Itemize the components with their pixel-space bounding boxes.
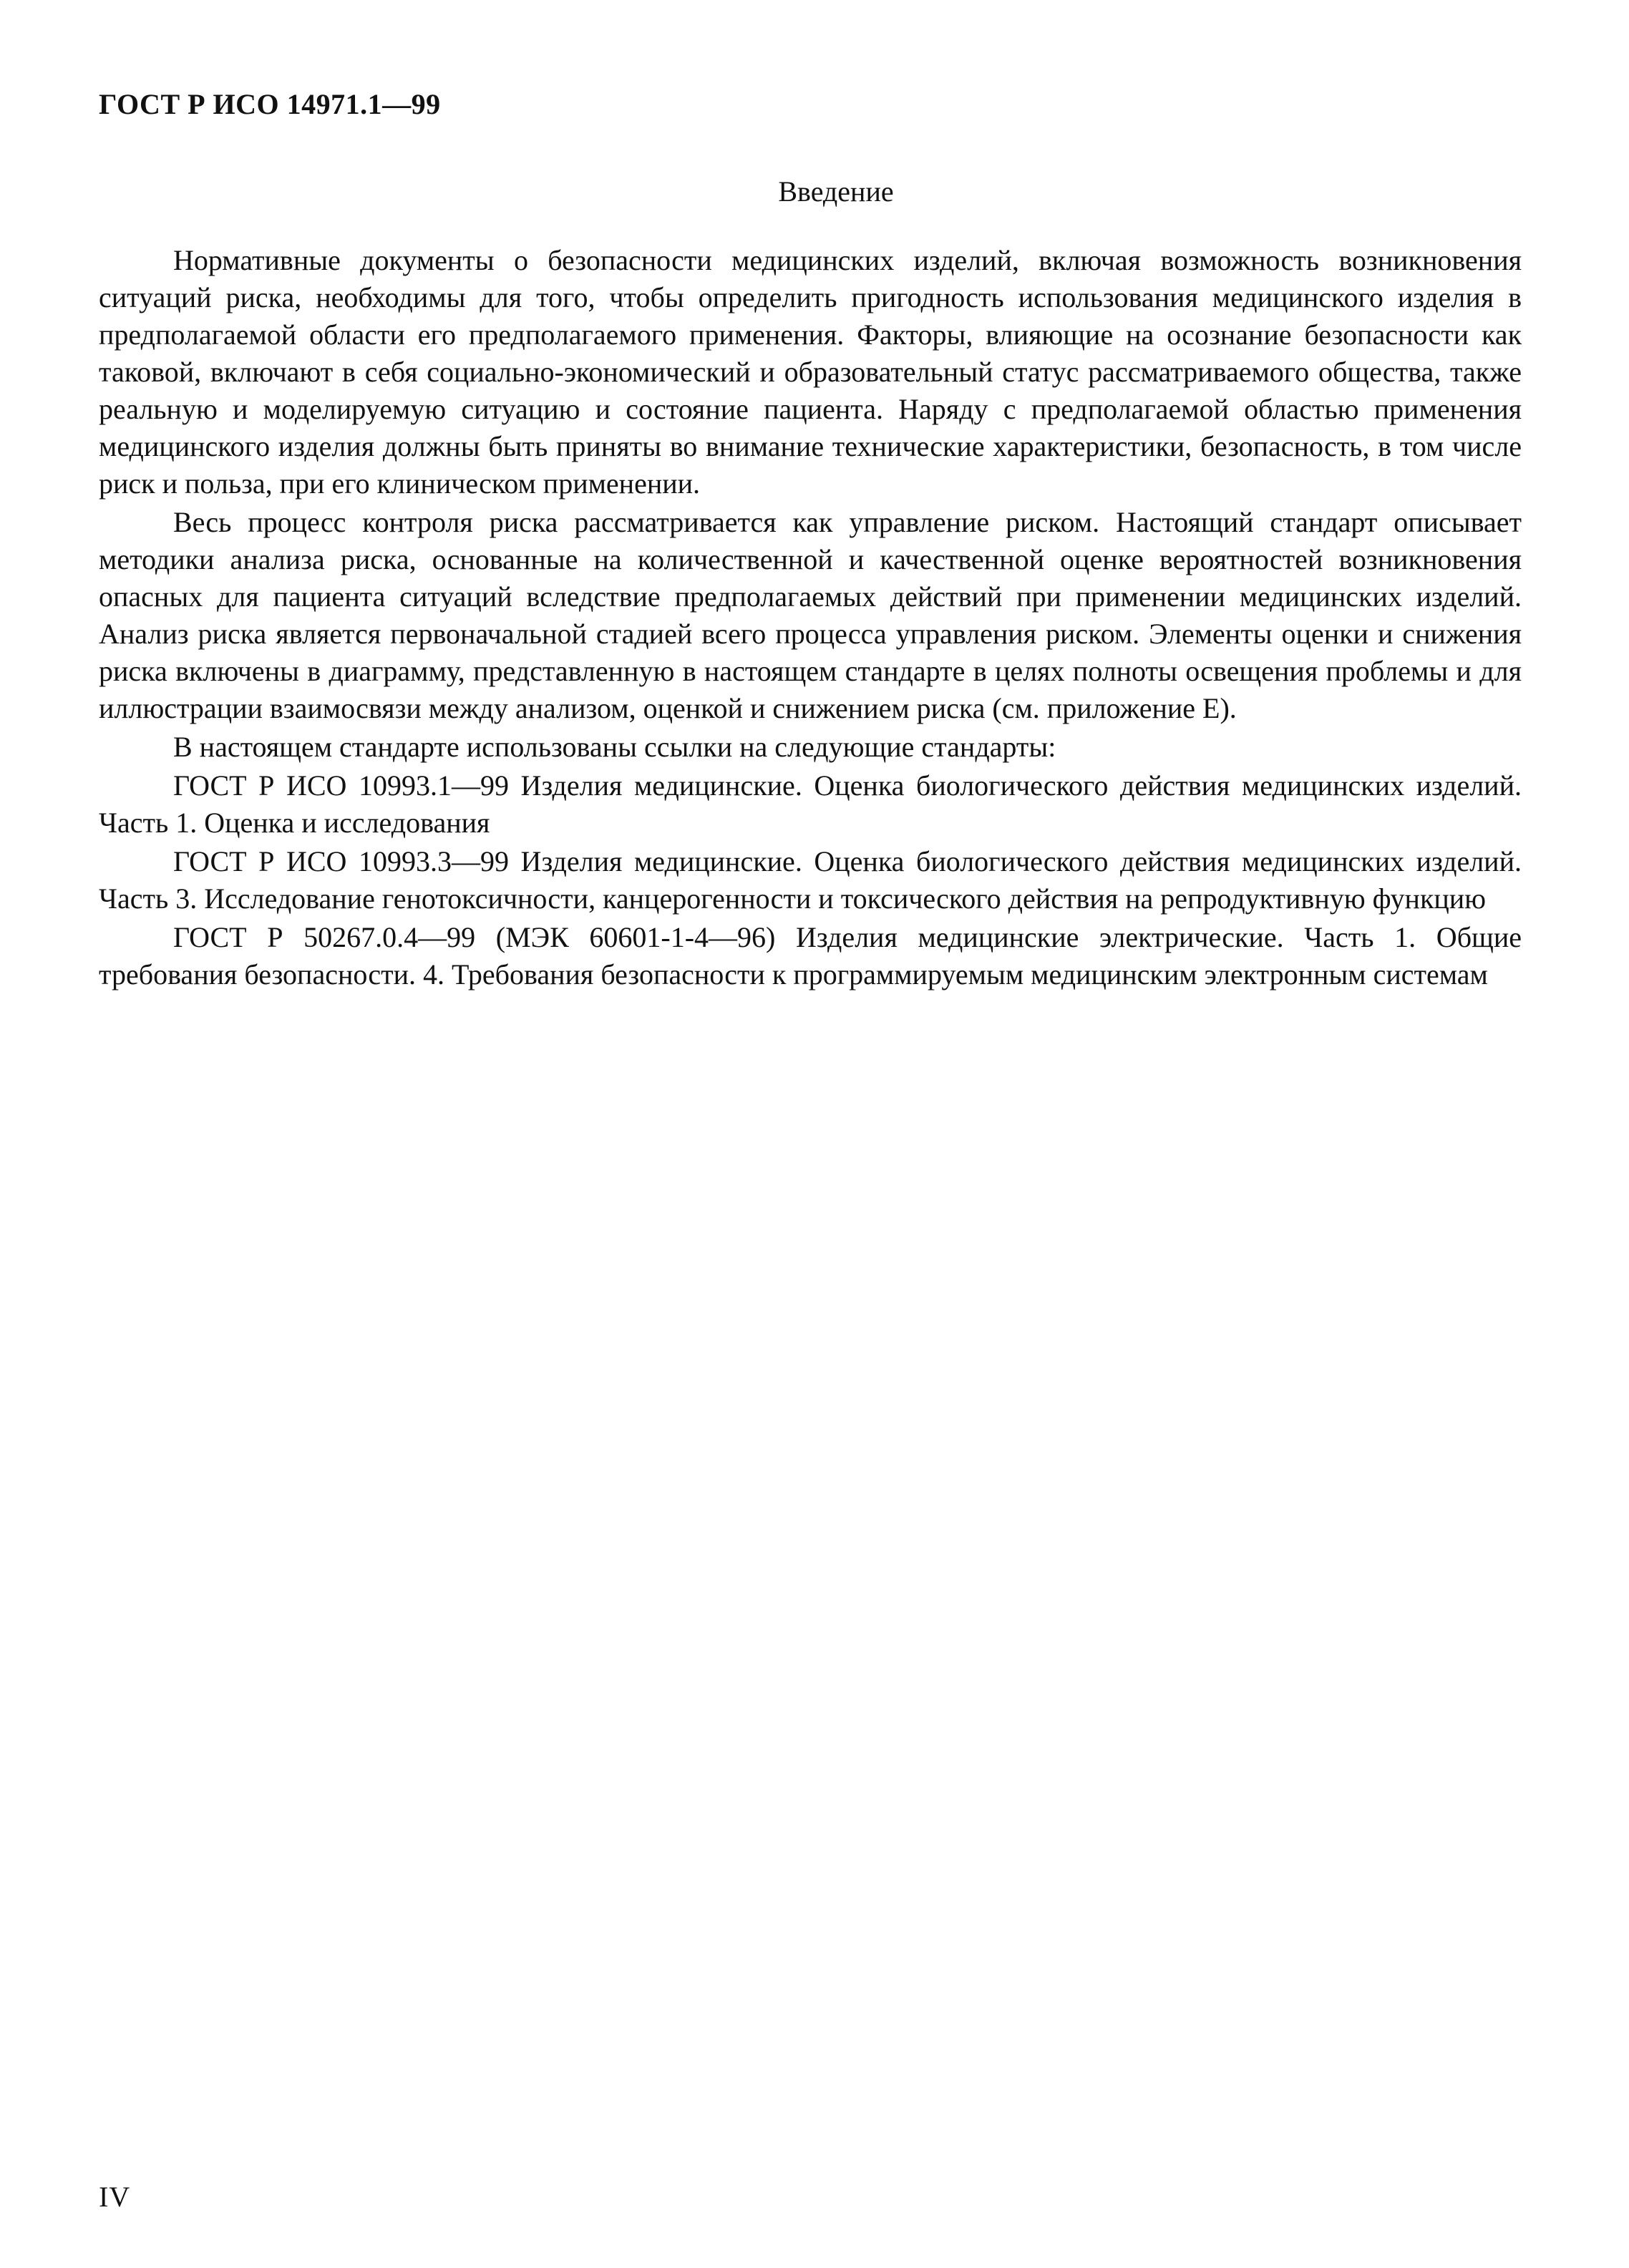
paragraph-references-intro: В настоящем стандарте использованы ссылки на следующие стандарты: bbox=[173, 731, 1056, 763]
standard-header: ГОСТ Р ИСО 14971.1—99 bbox=[99, 88, 441, 120]
reference-item: ГОСТ Р ИСО 10993.3—99 Изделия медицинские. Оценка биологического действия медицинских изделий. Часть 3. Исследование генотоксичности, канцерогенности и токсического действия на репродуктивную функцию bbox=[99, 845, 1522, 915]
section-title: Введение bbox=[778, 175, 894, 208]
reference-item: ГОСТ Р ИСО 10993.1—99 Изделия медицинские. Оценка биологического действия медицинских изделий. Часть 1. Оценка и исследования bbox=[99, 769, 1522, 839]
paragraph-risk-management: Весь процесс контроля риска рассматривается как управление риском. Настоящий стандарт описывает методики анализа риска, основанные на количественной и качественной оценке вероятностей возникновения опасных для пациента ситуаций вследствие предполагаемых действий при применении медицинских изделий. Анализ риска является первоначальной стадией всего процесса управления риском. Элементы оценки и снижения риска включены в диаграмму, представленную в настоящем стандарте в целях полноты освещения проблемы и для иллюстрации взаимосвязи между анализом, оценкой и снижением риска (см. приложение Е). bbox=[99, 506, 1522, 724]
page-number: IV bbox=[99, 2181, 131, 2213]
body-text bbox=[99, 242, 1522, 993]
paragraph-intro: Нормативные документы о безопасности медицинских изделий, включая возможность возникновения ситуаций риска, необходимы для того, чтобы определить пригодность использования медицинского изделия в предполагаемой области его предполагаемого применения. Факторы, влияющие на осознание безопасности как таковой, включают в себя социально-экономический и образовательный статус рассматриваемого общества, также реальную и моделируемую ситуацию и состояние пациента. Наряду с предполагаемой областью применения медицинского изделия должны быть приняты во внимание технические характеристики, безопасность, в том числе риск и польза, при его клиническом применении. bbox=[99, 244, 1522, 500]
reference-item: ГОСТ Р 50267.0.4—99 (МЭК 60601-1-4—96) Изделия медицинские электрические. Часть 1. Общие требования безопасности. 4. Требования безопасности к программируемым медицинским электронным системам bbox=[99, 921, 1522, 991]
